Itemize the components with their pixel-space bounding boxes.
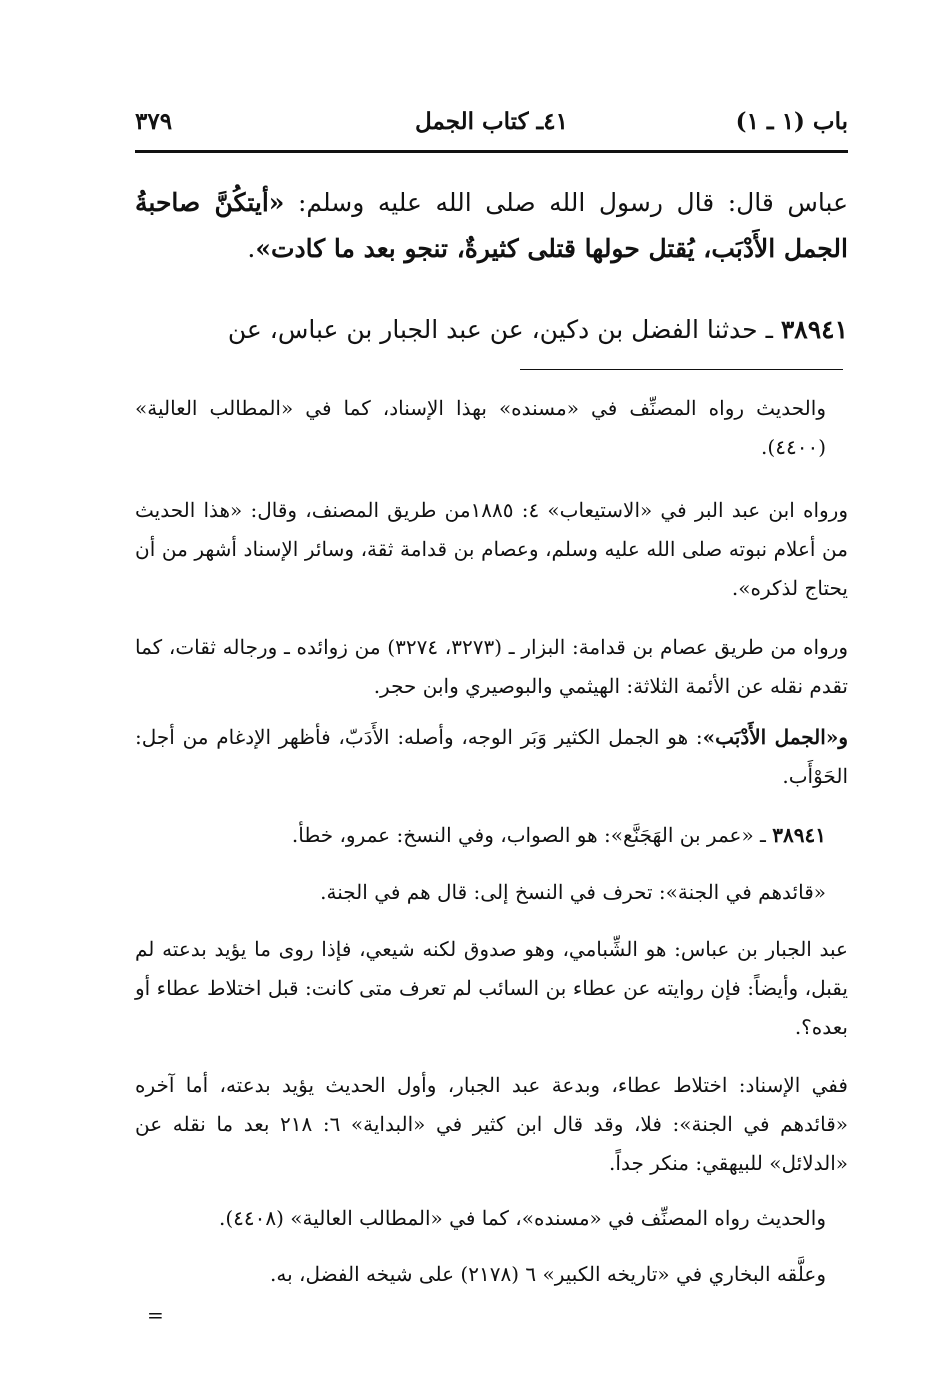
- footnote-2: ورواه ابن عبد البر في «الاستيعاب» ٤: ١٨٨٥من طريق المصنف، وقال: «هذا الحديث من أعلام نبوته صلى الله عليه وسلم، وعصام بن قدامة ثقة، وسائر الإسناد أشهر من أن يحتاج لذكره».: [135, 498, 848, 600]
- footnote-9: والحديث رواه المصنِّف في «مسنده»، كما في «المطالب العالية» (٤٤٠٨).: [218, 1206, 826, 1230]
- note-text: ـ «عمر بن الهَجَنَّع»: هو الصواب، وفي النسخ: عمرو، خطأ.: [291, 823, 773, 847]
- footnote-6: «قائدهم في الجنة»: تحرف في النسخ إلى: قال هم في الجنة.: [320, 880, 826, 904]
- chapter-reference: باب (١ ـ ١): [735, 108, 848, 135]
- header-rule: [135, 150, 848, 153]
- page-number: ٣٧٩: [135, 108, 173, 135]
- footnote-10: وعلَّقه البخاري في «تاريخه الكبير» ٦ (٢١٧٨) على شيخه الفضل، به.: [269, 1262, 826, 1286]
- term-bold: و«الجمل الأَدْبَب»: [702, 725, 848, 749]
- hadith-number: ٣٨٩٤١: [780, 315, 848, 344]
- footnote-3: ورواه من طريق عصام بن قدامة: البزار ـ (٣٢٧٣، ٣٢٧٤) من زوائده ـ ورجاله ثقات، كما تقدم نقله عن الأئمة الثلاثة: الهيثمي والبوصيري وابن حجر.: [135, 635, 849, 698]
- book-title: ٤١ـ كتاب الجمل: [415, 108, 568, 135]
- footnote-1: والحديث رواه المصنِّف في «مسنده» بهذا الإسناد، كما في «المطالب العالية» (٤٤٠٠).: [135, 396, 826, 459]
- note-number: ٣٨٩٤١: [772, 823, 826, 847]
- hadith-intro: عباس قال: قال رسول الله صلى الله عليه وسلم:: [284, 188, 848, 217]
- hadith-isnad: ـ حدثنا الفضل بن دكين، عن عبد الجبار بن عباس، عن: [227, 315, 781, 344]
- term-definition: : هو الجمل الكثير وَبَر الوجه، وأصله: الأَدَبّ، فأظهر الإدغام من أجل: الحَوْأَب.: [135, 725, 848, 788]
- footnote-separator: [520, 369, 843, 370]
- footnote-7: عبد الجبار بن عباس: هو الشِّبامي، وهو صدوق لكنه شيعي، فإذا روى ما يؤيد بدعته لم يقبل، وأيضاً: فإن روايته عن عطاء بن السائب لم تعرف متى كانت: قبل اختلاط عطاء أو بعده؟.: [135, 937, 848, 1039]
- page-header: [135, 102, 848, 152]
- hadith-quote: «أيتكُنَّ صاحبةُ الجمل الأَدْبَب، يُقتل حولها قتلى كثيرةٌ، تنجو بعد ما كادت»: [135, 188, 848, 263]
- footnote-4: [135, 718, 848, 796]
- continuation-mark: =: [147, 1303, 164, 1327]
- hadith-end: .: [247, 234, 256, 263]
- hadith-text: [135, 180, 848, 272]
- footnote-8: ففي الإسناد: اختلاط عطاء، وبدعة عبد الجبار، وأول الحديث يؤيد بدعته، أما آخره «قائدهم في الجنة»: فلا، وقد قال ابن كثير في «البداية» ٦: ٢١٨ بعد ما نقله عن «الدلائل» للبيهقي: منكر جداً.: [135, 1073, 848, 1175]
- footnote-5: [135, 816, 848, 855]
- hadith-38941: [135, 307, 848, 353]
